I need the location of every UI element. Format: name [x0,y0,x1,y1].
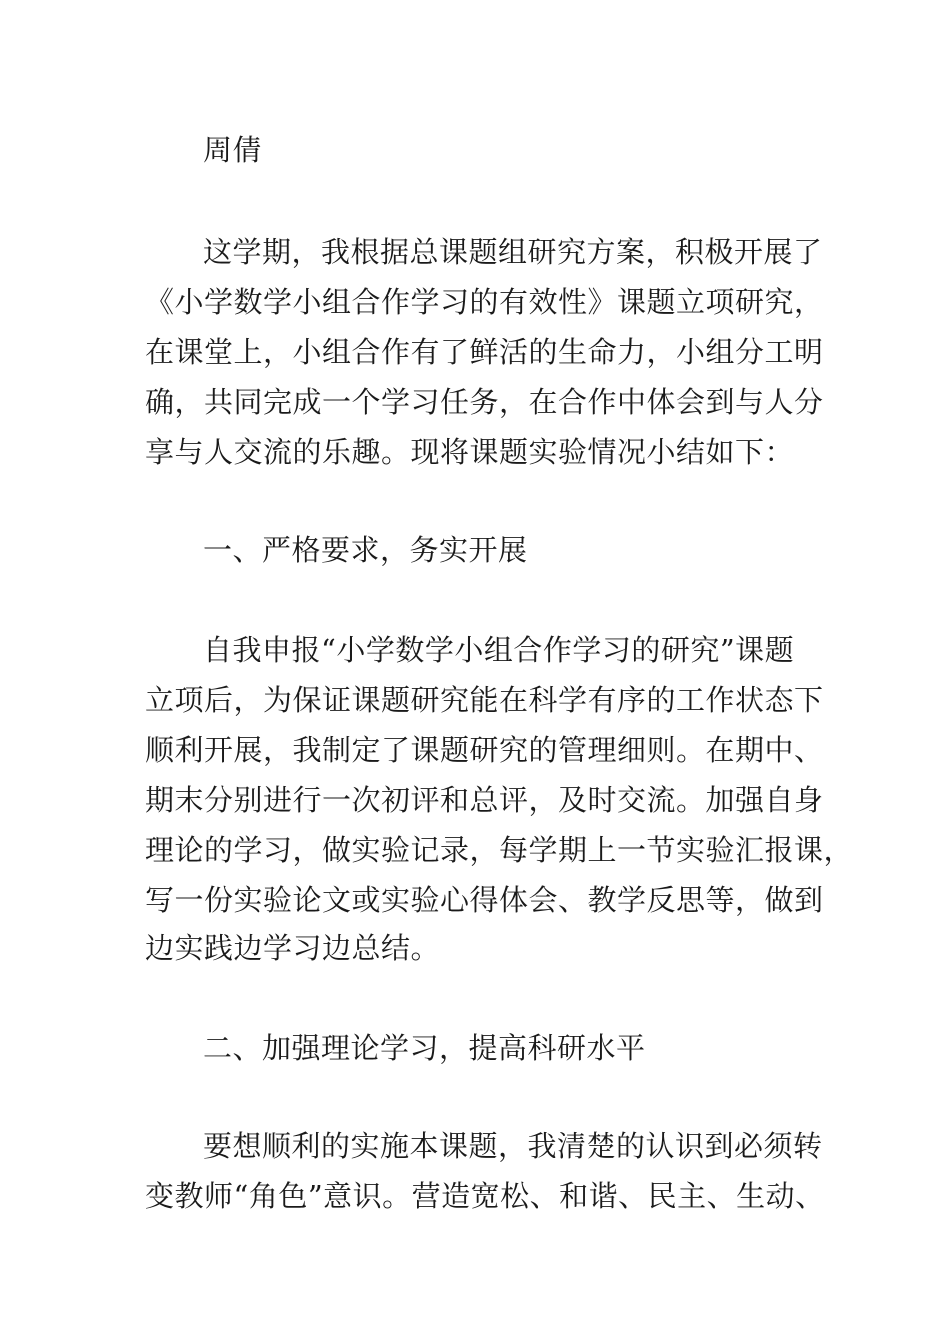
paragraph-line: 期末分别进行一次初评和总评，及时交流。加强自身 [145,783,824,817]
paragraph-line: 边实践边学习边总结。 [145,931,441,965]
paragraph-line: 享与人交流的乐趣。现将课题实验情况小结如下： [145,435,795,469]
paragraph-line: 要想顺利的实施本课题，我清楚的认识到必须转 [203,1129,823,1163]
section-heading-2: 二、加强理论学习，提高科研水平 [203,1031,646,1065]
paragraph-line: 自我申报“小学数学小组合作学习的研究”课题 [203,633,795,667]
paragraph-line: 这学期，我根据总课题组研究方案，积极开展了 [203,235,823,269]
paragraph-line: 确，共同完成一个学习任务，在合作中体会到与人分 [145,385,824,419]
paragraph-line: 理论的学习，做实验记录，每学期上一节实验汇报课， [145,833,854,867]
author-name: 周倩 [203,133,263,167]
section-heading-1: 一、严格要求，务实开展 [203,533,528,567]
paragraph-line: 变教师“角色”意识。营造宽松、和谐、民主、生动、 [145,1179,825,1213]
paragraph-line: 顺利开展，我制定了课题研究的管理细则。在期中、 [145,733,824,767]
paragraph-line: 在课堂上，小组合作有了鲜活的生命力，小组分工明 [145,335,824,369]
paragraph-line: 立项后，为保证课题研究能在科学有序的工作状态下 [145,683,824,717]
paragraph-line: 写一份实验论文或实验心得体会、教学反思等，做到 [145,883,824,917]
paragraph-line: 《小学数学小组合作学习的有效性》课题立项研究， [145,285,824,319]
